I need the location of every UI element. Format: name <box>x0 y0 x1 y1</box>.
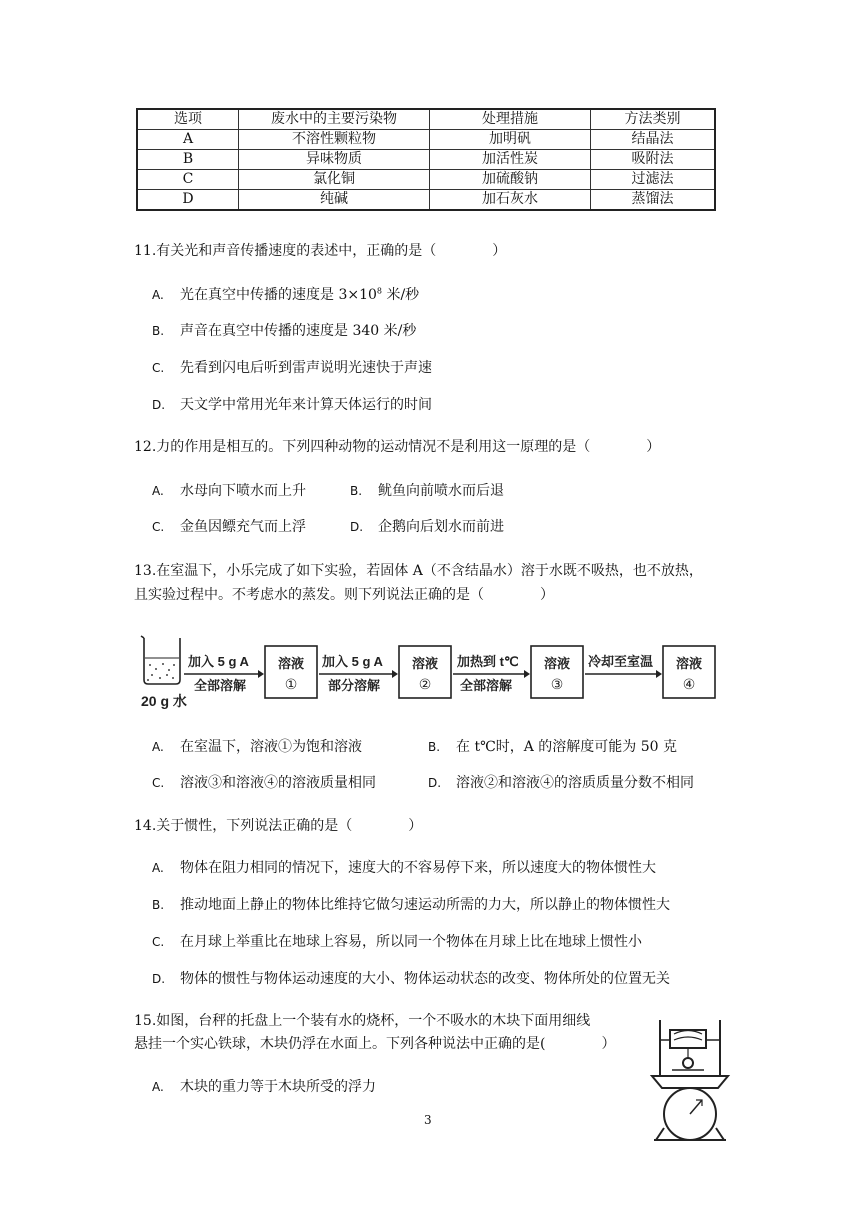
table-cell: 纯碱 <box>239 190 430 211</box>
table-cell: 加活性炭 <box>430 150 591 170</box>
q13-option-b <box>428 736 677 756</box>
table-cell: 加石灰水 <box>430 190 591 211</box>
table-header-row <box>137 109 715 130</box>
option-key: D. <box>350 520 364 534</box>
option-key: B. <box>350 484 363 498</box>
arrow-head-icon <box>258 670 264 678</box>
option-text: 声音在真空中传播的速度是 340 米/秒 <box>180 323 417 339</box>
question-12-stem: 12.力的作用是相互的。下列四种动物的运动情况不是利用这一原理的是（ ） <box>134 439 661 455</box>
table-cell: 加明矾 <box>430 130 591 150</box>
table-header: 方法类别 <box>591 109 716 130</box>
solution-box-number: ① <box>284 677 298 693</box>
option-key: B. <box>152 898 165 912</box>
beaker-water-icon <box>147 663 175 681</box>
option-text: 天文学中常用光年来计算天体运行的时间 <box>180 397 432 413</box>
table-row <box>137 150 715 170</box>
option-text: 在室温下，溶液①为饱和溶液 <box>180 739 362 755</box>
option-key: A. <box>152 288 164 302</box>
table-header: 处理措施 <box>430 109 591 130</box>
option-text: 在月球上举重比在地球上容易，所以同一个物体在月球上比在地球上惯性小 <box>180 934 642 950</box>
option-text: 在 t℃时，A 的溶解度可能为 50 克 <box>456 739 678 755</box>
solution-box-label: 溶液 <box>411 656 439 671</box>
exponent: 8 <box>376 286 382 296</box>
table-cell: 吸附法 <box>591 150 716 170</box>
iron-ball-icon <box>683 1058 693 1068</box>
q14-option-d <box>152 968 670 988</box>
table-cell: A <box>137 130 239 150</box>
beaker-icon <box>141 636 180 684</box>
table-row <box>137 190 715 211</box>
option-key: B. <box>152 324 165 338</box>
q12-option-b <box>350 480 504 500</box>
option-key: C. <box>152 935 165 949</box>
table-cell: 不溶性颗粒物 <box>239 130 430 150</box>
table-cell: 氯化铜 <box>239 170 430 190</box>
q12-option-d <box>350 516 504 536</box>
option-key: D. <box>152 972 166 986</box>
beaker-label: 20 g 水 <box>141 693 187 709</box>
table-header: 选项 <box>137 109 239 130</box>
table-cell: 蒸馏法 <box>591 190 716 211</box>
dial-needle <box>690 1100 702 1114</box>
step-label-top: 加热到 t℃ <box>457 654 519 669</box>
table-cell: B <box>137 150 239 170</box>
q14-option-c <box>152 931 642 951</box>
question-14-stem: 14.关于惯性，下列说法正确的是（ ） <box>134 818 423 834</box>
q11-option-c <box>152 357 432 377</box>
q15-option-a <box>152 1076 376 1096</box>
solution-box-number: ② <box>418 677 432 693</box>
q12-option-a <box>152 480 306 500</box>
table-cell: 加硫酸钠 <box>430 170 591 190</box>
solution-box-label: 溶液 <box>543 656 571 671</box>
table-row <box>137 130 715 150</box>
option-key: B. <box>428 740 441 754</box>
option-text: 企鹅向后划水而前进 <box>378 519 504 535</box>
arrow-head-icon <box>524 670 530 678</box>
solution-box-label: 溶液 <box>675 656 703 671</box>
option-key: A. <box>152 740 164 754</box>
q13-option-c <box>152 772 376 792</box>
option-key: C. <box>152 776 165 790</box>
q12-option-c <box>152 516 306 536</box>
question-15-stem-line1: 15.如图，台秤的托盘上一个装有水的烧杯，一个不吸水的木块下面用细线 <box>134 1013 591 1029</box>
solution-box-number: ③ <box>550 677 564 693</box>
question-13-stem-line1: 13.在室温下，小乐完成了如下实验，若固体 A（不含结晶水）溶于水既不吸热，也不放热， <box>134 563 703 579</box>
step-label-bottom: 全部溶解 <box>460 678 513 693</box>
option-key: D. <box>428 776 442 790</box>
q13-option-d <box>428 772 694 792</box>
q14-option-a <box>152 857 656 877</box>
table-cell: 结晶法 <box>591 130 716 150</box>
option-key: D. <box>152 398 166 412</box>
table-row <box>137 170 715 190</box>
table-cell: 过滤法 <box>591 170 716 190</box>
table-cell: 异味物质 <box>239 150 430 170</box>
option-key: C. <box>152 520 165 534</box>
table-cell: D <box>137 190 239 211</box>
step-label-top: 加入 5 g A <box>322 654 383 669</box>
option-text: 物体在阻力相同的情况下，速度大的不容易停下来，所以速度大的物体惯性大 <box>180 860 656 876</box>
solution-box-label: 溶液 <box>277 656 305 671</box>
q13-option-a <box>152 736 362 756</box>
page-number: 3 <box>424 1113 432 1127</box>
option-text: 米/秒 <box>382 287 420 303</box>
option-key: A. <box>152 484 164 498</box>
option-key: C. <box>152 361 165 375</box>
option-text: 木块的重力等于木块所受的浮力 <box>180 1079 376 1095</box>
step-label-bottom: 全部溶解 <box>194 678 247 693</box>
option-text: 溶液②和溶液④的溶质质量分数不相同 <box>456 775 694 791</box>
experiment-flow-diagram <box>136 632 716 712</box>
option-key: A. <box>152 861 164 875</box>
q14-option-b <box>152 894 670 914</box>
table-cell: C <box>137 170 239 190</box>
arrow-head-icon <box>656 670 662 678</box>
step-label-top: 冷却至室温 <box>588 654 654 669</box>
scale-beaker-figure <box>646 1016 738 1144</box>
option-key: A. <box>152 1080 164 1094</box>
q11-option-d <box>152 394 432 414</box>
option-text: 物体的惯性与物体运动速度的大小、物体运动状态的改变、物体所处的位置无关 <box>180 971 670 987</box>
option-text: 先看到闪电后听到雷声说明光速快于声速 <box>180 360 432 376</box>
arrow-head-icon <box>392 670 398 678</box>
option-text: 金鱼因鳔充气而上浮 <box>180 519 306 535</box>
pollutant-table <box>136 108 716 211</box>
option-text: 光在真空中传播的速度是 3×10 <box>180 287 377 303</box>
question-11-stem: 11.有关光和声音传播速度的表述中，正确的是（ ） <box>134 243 507 259</box>
table-header: 废水中的主要污染物 <box>239 109 430 130</box>
question-13-stem-line2: 且实验过程中。不考虑水的蒸发。则下列说法正确的是（ ） <box>134 587 554 603</box>
question-15-stem-line2: 悬挂一个实心铁球，木块仍浮在水面上。下列各种说法中正确的是( ） <box>134 1036 616 1052</box>
scale-base <box>654 1128 726 1140</box>
q11-option-b <box>152 320 416 340</box>
q11-option-a <box>152 284 419 304</box>
option-text: 溶液③和溶液④的溶液质量相同 <box>180 775 376 791</box>
scale-tray <box>652 1076 728 1088</box>
step-label-top: 加入 5 g A <box>188 654 249 669</box>
step-label-bottom: 部分溶解 <box>328 678 381 693</box>
option-text: 鱿鱼向前喷水而后退 <box>378 483 504 499</box>
solution-box-number: ④ <box>682 677 696 693</box>
option-text: 水母向下喷水而上升 <box>180 483 306 499</box>
option-text: 推动地面上静止的物体比维持它做匀速运动所需的力大，所以静止的物体惯性大 <box>180 897 670 913</box>
